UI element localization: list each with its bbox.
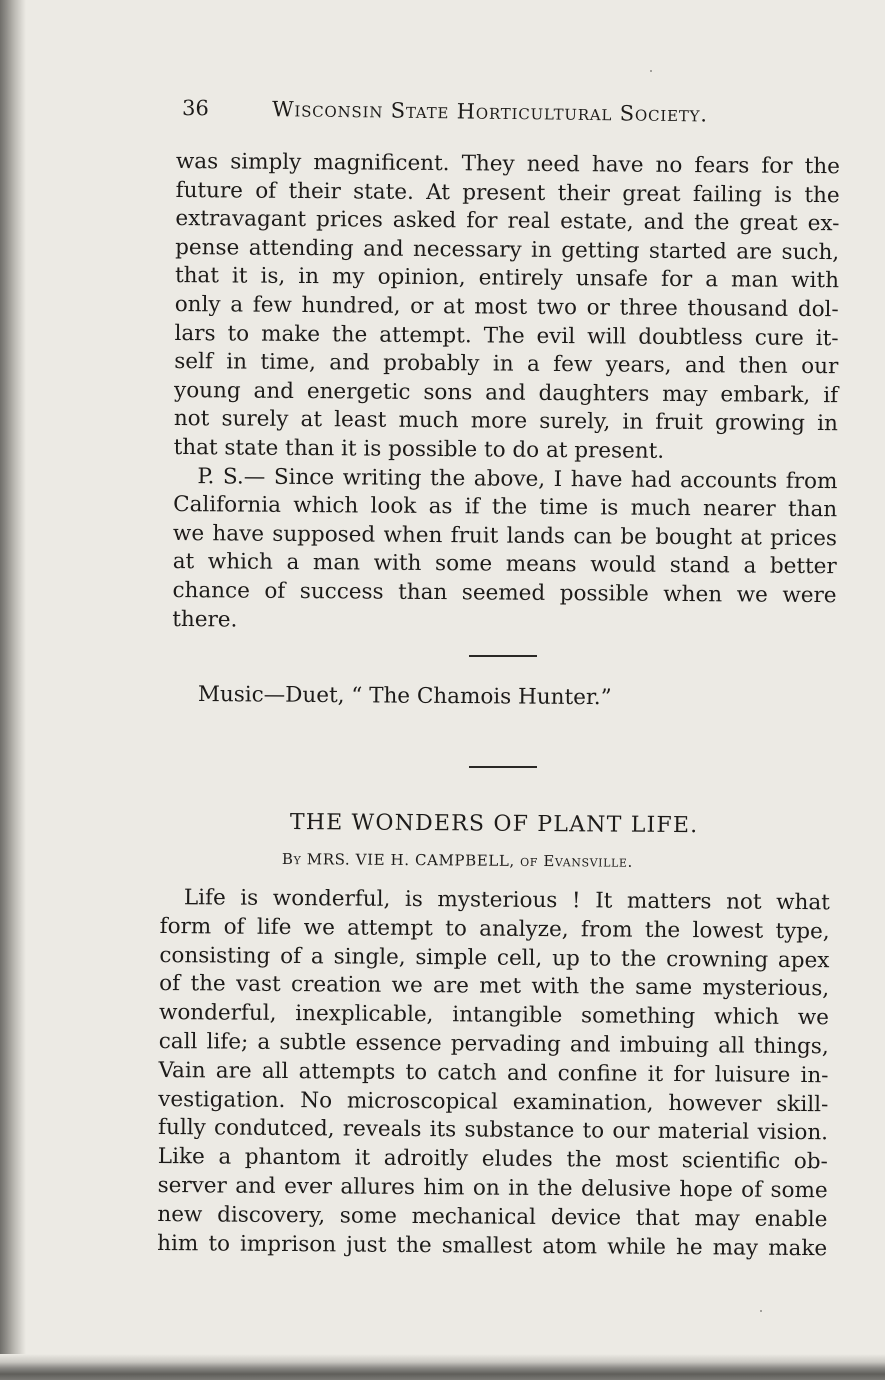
text-line: was simply magnificent. They need have no fears for the [175,148,840,180]
page-header [182,96,782,135]
article-byline: By MRS. VIE H. CAMPBELL, of Evansville. [281,850,634,871]
text-line: that state than it is possible to do at present. [173,434,665,464]
page-number: 36 [181,96,209,121]
section-divider [469,766,537,768]
text-line: that it is, in my opinion, entirely unsafe for a man with [174,263,840,294]
text-line: fully condutced, reveals its substance to our material vision. [157,1115,829,1146]
running-title: Wisconsin State Horticultural Society. [271,97,708,127]
text-line: consisting of a single, simple cell, up to the crowning apex [159,942,830,973]
text-line: only a few hundred, or at most two or three thousand dol- [174,291,839,323]
text-line: server and ever allures him on in the delusive hope of some [157,1172,828,1204]
text-line: vestigation. No microscopical examination, however skill- [158,1086,829,1117]
text-line: Vain are all attempts to catch and confine it for luisure in- [158,1057,829,1089]
text-line: extravagant prices asked for real estate, and the great ex- [175,206,840,237]
music-program-line: Music—Duet, “ The Chamois Hunter.” [197,682,612,711]
text-line: call life; a subtle essence pervading and imbuing all things, [158,1028,829,1060]
text-line: future of their state. At present their great failing is the [175,177,840,208]
section-divider [469,655,537,657]
text-line: Like a phantom it adroitly eludes the most scientific ob- [157,1144,828,1175]
text-line: form of life we attempt to analyze, from the lowest type, [159,913,830,945]
text-line: there. [172,606,238,632]
text-line: Life is wonderful, is mysterious ! It matters not what [183,885,830,916]
article-title: THE WONDERS OF PLANT LIFE. [289,810,699,839]
text-line: chance of success than seemed possible when we were [172,577,837,609]
text-line: at which a man with some means would stand a better [172,549,837,580]
text-line: self in time, and probably in a few years, and then our [174,349,839,380]
text-line: pense attending and necessary in getting started are such, [175,234,840,265]
text-line: wonderful, inexplicable, intangible something which we [158,1000,830,1031]
text-line: California which look as if the time is much nearer than [173,492,838,523]
binding-shadow [0,0,26,1380]
text-line: new discovery, some mechanical device that may enable [157,1201,828,1233]
section-1-text [172,148,840,639]
article-body-text [157,884,830,1264]
text-line: of the vast creation we are met with the same mysterious, [159,971,830,1002]
text-line: P. S.— Since writing the above, I have had accounts from [197,463,838,494]
page-bottom-edge [0,1354,885,1380]
text-line: lars to make the attempt. The evil will doubtless cure it- [174,320,839,351]
text-line: him to imprison just the smallest atom while he may make [157,1230,828,1261]
text-line: not surely at least much more surely, in fruit growing in [173,406,838,437]
text-line: we have supposed when fruit lands can be bought at prices [172,520,838,551]
paper-speck [650,70,652,72]
paper-speck [760,1310,762,1312]
text-line: young and energetic sons and daughters may embark, if [173,377,839,408]
